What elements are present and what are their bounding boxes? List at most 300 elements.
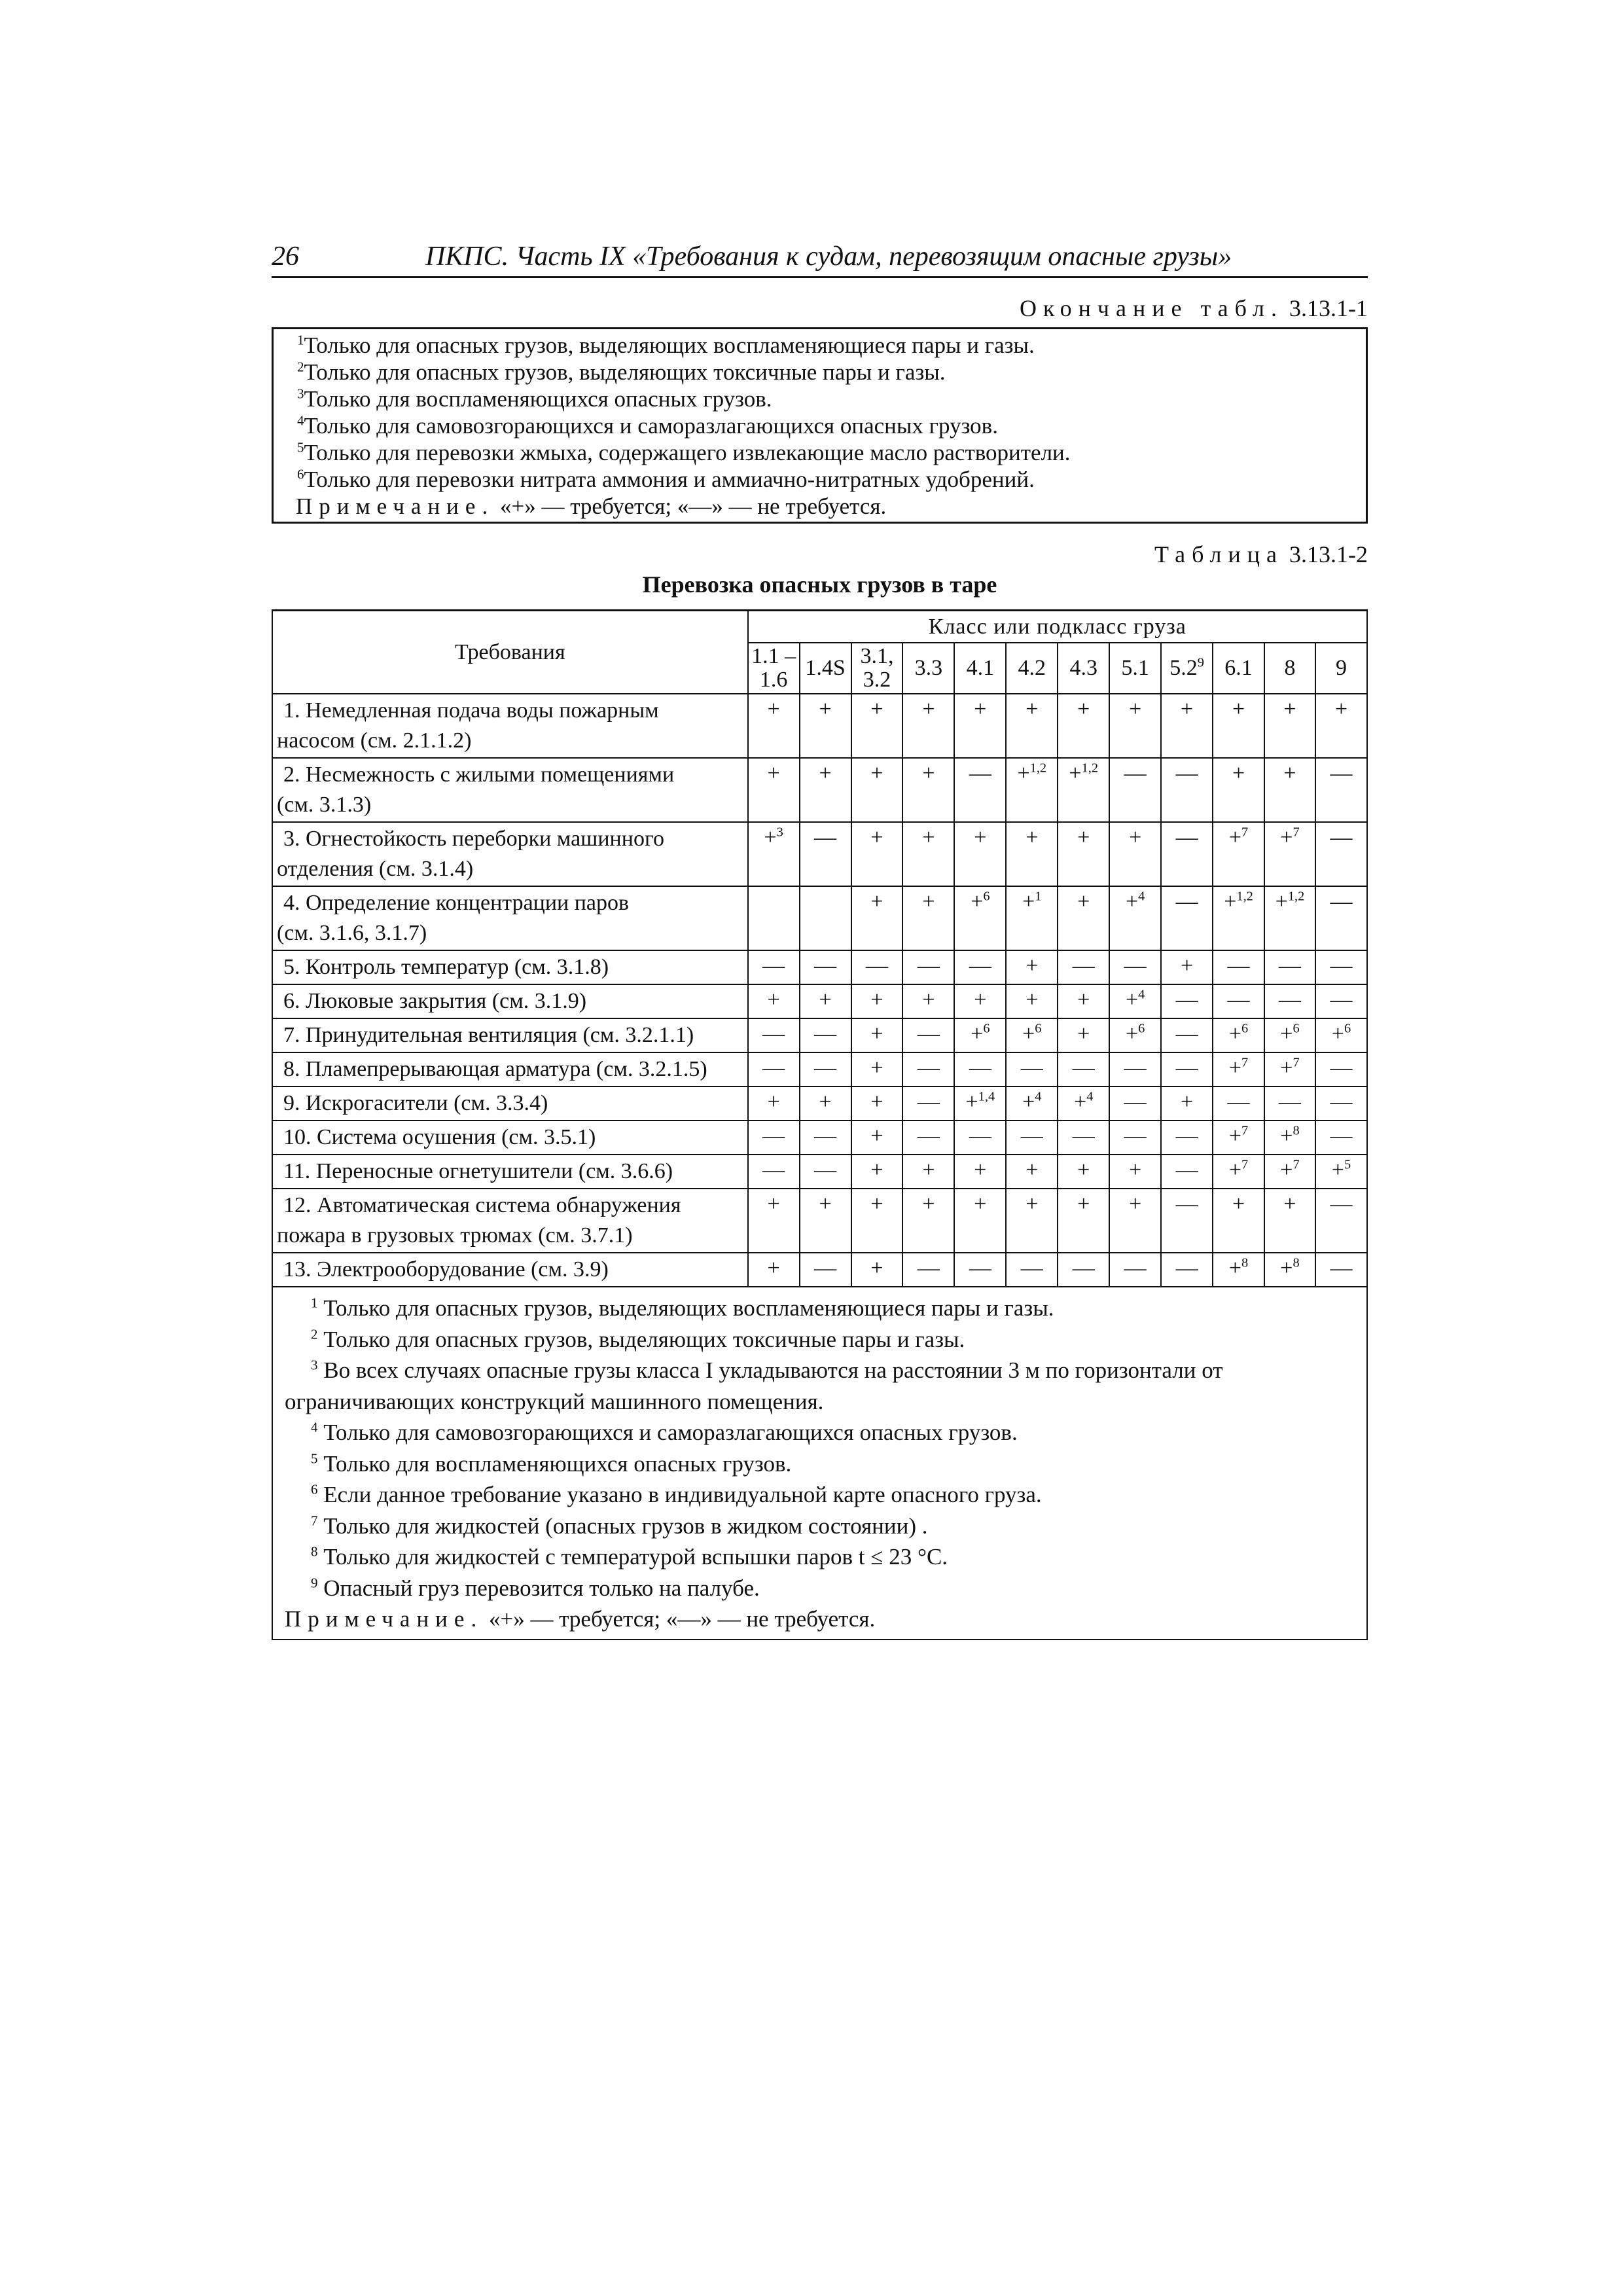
class-code: 1.4S xyxy=(805,656,846,680)
mark-symbol: — xyxy=(1227,1090,1250,1114)
mark-cell xyxy=(1058,694,1109,758)
mark-cell xyxy=(1315,984,1367,1018)
mark-footnote: 6 xyxy=(1293,1021,1300,1036)
mark-cell xyxy=(1213,1086,1264,1121)
mark-cell xyxy=(1058,1155,1109,1189)
mark-cell xyxy=(1109,950,1161,984)
table-row xyxy=(272,1155,1367,1189)
mark-symbol: + xyxy=(1077,697,1090,721)
mark-cell xyxy=(1161,1018,1213,1052)
table-footnote xyxy=(285,1448,1355,1480)
mark-symbol: — xyxy=(1330,1124,1353,1148)
requirement-cell xyxy=(272,1155,748,1189)
previous-note xyxy=(297,439,1353,466)
mark-symbol: + xyxy=(922,697,935,721)
requirement-cell xyxy=(272,1018,748,1052)
requirement-text-cont: насосом (см. 2.1.1.2) xyxy=(277,728,472,753)
mark-symbol: + xyxy=(1275,889,1288,914)
mark-cell xyxy=(851,1018,903,1052)
mark-cell xyxy=(748,1253,800,1287)
running-title: ПКПС. Часть IX «Требования к судам, перевозящим опасные грузы» xyxy=(425,242,1232,272)
mark-symbol: + xyxy=(1129,1192,1142,1216)
mark-symbol: + xyxy=(1331,1158,1344,1182)
mark-symbol: + xyxy=(819,1090,832,1114)
class-code: 3.3 xyxy=(914,656,943,680)
mark-symbol: + xyxy=(767,1090,780,1114)
table-row xyxy=(272,1018,1367,1052)
mark-symbol: + xyxy=(1334,697,1348,721)
page-number: 26 xyxy=(272,242,299,272)
mark-cell xyxy=(748,1121,800,1155)
note-text: Только для опасных грузов, выделяющих воспламеняющиеся пары и газы. xyxy=(304,332,1035,358)
mark-symbol: + xyxy=(974,1158,987,1182)
mark-cell xyxy=(1161,950,1213,984)
continuation-caption xyxy=(272,295,1368,322)
mark-symbol: + xyxy=(1022,889,1035,914)
mark-footnote: 7 xyxy=(1241,1157,1249,1172)
requirement-text: 9. Искрогасители (см. 3.3.4) xyxy=(283,1091,548,1115)
requirement-text: 11. Переносные огнетушители (см. 3.6.6) xyxy=(283,1159,673,1183)
mark-cell xyxy=(1161,886,1213,950)
mark-cell xyxy=(1058,984,1109,1018)
mark-cell xyxy=(1161,1253,1213,1287)
mark-symbol: + xyxy=(1129,1158,1142,1182)
previous-note xyxy=(297,332,1353,359)
mark-cell xyxy=(800,1052,851,1086)
table-footnotes xyxy=(272,1287,1367,1640)
mark-symbol: — xyxy=(1330,1056,1353,1080)
footnote-marker: 1 xyxy=(311,1295,318,1311)
mark-cell xyxy=(1315,1018,1367,1052)
mark-symbol: + xyxy=(870,889,883,914)
mark-cell xyxy=(1264,758,1315,822)
mark-footnote: 3 xyxy=(776,825,783,840)
footnote-text: Только для опасных грузов, выделяющих токсичные пары и газы. xyxy=(323,1326,965,1352)
mark-symbol: + xyxy=(1280,825,1293,850)
mark-cell xyxy=(902,1086,954,1121)
previous-note xyxy=(297,412,1353,439)
mark-cell xyxy=(1109,822,1161,886)
mark-symbol: + xyxy=(1224,889,1237,914)
mark-cell xyxy=(1161,1155,1213,1189)
mark-symbol: + xyxy=(1026,697,1039,721)
mark-symbol: + xyxy=(922,825,935,850)
mark-cell xyxy=(1006,1155,1058,1189)
mark-cell xyxy=(1161,694,1213,758)
class-column-header xyxy=(1058,643,1109,694)
mark-symbol: — xyxy=(917,954,940,978)
mark-symbol: — xyxy=(1124,954,1147,978)
class-code-cont: 1.6 xyxy=(759,668,788,692)
mark-footnote: 1 xyxy=(1035,889,1042,904)
mark-cell xyxy=(1213,984,1264,1018)
mark-cell xyxy=(1315,1189,1367,1253)
mark-cell xyxy=(902,758,954,822)
mark-symbol: + xyxy=(870,988,883,1012)
mark-symbol: — xyxy=(814,1256,837,1280)
mark-symbol: + xyxy=(1077,988,1090,1012)
mark-symbol: + xyxy=(1074,1090,1087,1114)
mark-cell xyxy=(1213,758,1264,822)
requirement-text: 10. Система осушения (см. 3.5.1) xyxy=(283,1125,596,1149)
mark-symbol: — xyxy=(1278,1090,1301,1114)
mark-cell xyxy=(851,984,903,1018)
mark-cell xyxy=(800,984,851,1018)
mark-footnote: 6 xyxy=(1035,1021,1042,1036)
class-code: 3.1, xyxy=(860,644,894,668)
mark-cell xyxy=(1315,1086,1367,1121)
mark-cell xyxy=(954,1121,1006,1155)
mark-cell xyxy=(1006,822,1058,886)
mark-cell xyxy=(1109,984,1161,1018)
mark-footnote: 6 xyxy=(983,889,990,904)
mark-cell xyxy=(1213,1052,1264,1086)
mark-symbol: — xyxy=(1175,1256,1198,1280)
class-code: 4.3 xyxy=(1069,656,1097,680)
requirement-text: 5. Контроль температур (см. 3.1.8) xyxy=(283,955,609,979)
mark-cell xyxy=(748,1189,800,1253)
footnote-text: Только для воспламеняющихся опасных грузов. xyxy=(323,1450,792,1477)
mark-symbol: + xyxy=(1181,1090,1194,1114)
mark-symbol: + xyxy=(1077,889,1090,914)
mark-cell xyxy=(1161,1189,1213,1253)
mark-symbol: — xyxy=(1020,1256,1043,1280)
mark-cell xyxy=(954,950,1006,984)
mark-symbol: + xyxy=(767,1192,780,1216)
mark-cell xyxy=(954,1189,1006,1253)
remark-text: «+» — требуется; «—» — не требуется. xyxy=(499,493,887,519)
mark-symbol: + xyxy=(1280,1056,1293,1080)
mark-symbol: — xyxy=(917,1056,940,1080)
mark-cell xyxy=(748,1052,800,1086)
note-text: Только для самовозгорающихся и саморазлагающихся опасных грузов. xyxy=(304,413,998,439)
mark-symbol: — xyxy=(1020,1056,1043,1080)
footnote-marker: 3 xyxy=(297,386,304,402)
requirement-cell xyxy=(272,1253,748,1287)
mark-cell xyxy=(1315,758,1367,822)
mark-cell xyxy=(748,758,800,822)
requirement-cell xyxy=(272,758,748,822)
table-label: Таблица xyxy=(1154,541,1283,567)
mark-cell xyxy=(748,950,800,984)
mark-cell xyxy=(1315,1253,1367,1287)
mark-symbol: — xyxy=(1072,1056,1095,1080)
mark-symbol: + xyxy=(1022,1022,1035,1046)
requirements-header: Требования xyxy=(272,611,748,694)
mark-symbol: + xyxy=(922,761,935,785)
table-row xyxy=(272,1189,1367,1253)
mark-symbol: — xyxy=(1020,1124,1043,1148)
mark-cell xyxy=(748,984,800,1018)
mark-symbol: — xyxy=(1072,1256,1095,1280)
mark-symbol: — xyxy=(814,825,837,850)
class-code: 5.2 xyxy=(1169,656,1198,680)
requirement-text: 2. Несмежность с жилыми помещениями xyxy=(283,762,675,787)
mark-symbol: + xyxy=(870,1090,883,1114)
mark-cell xyxy=(1109,886,1161,950)
mark-symbol: + xyxy=(1026,988,1039,1012)
mark-symbol: + xyxy=(767,697,780,721)
mark-symbol: — xyxy=(1124,761,1147,785)
previous-note-remark xyxy=(296,493,1353,520)
mark-cell xyxy=(1161,822,1213,886)
mark-cell xyxy=(851,1189,903,1253)
footnote-marker: 1 xyxy=(297,332,304,348)
mark-cell xyxy=(1161,984,1213,1018)
mark-symbol: — xyxy=(1330,988,1353,1012)
class-column-header xyxy=(902,643,954,694)
mark-symbol: — xyxy=(1175,761,1198,785)
table-row xyxy=(272,1253,1367,1287)
mark-cell xyxy=(902,1052,954,1086)
table-footnote xyxy=(285,1417,1355,1448)
mark-cell xyxy=(1315,1155,1367,1189)
requirement-cell xyxy=(272,1189,748,1253)
class-code: 4.2 xyxy=(1018,656,1046,680)
mark-cell xyxy=(748,694,800,758)
requirement-cell xyxy=(272,1121,748,1155)
note-text: Только для опасных грузов, выделяющих токсичные пары и газы. xyxy=(304,359,946,385)
footnote-marker: 5 xyxy=(297,439,304,456)
mark-symbol: — xyxy=(1330,1090,1353,1114)
mark-cell xyxy=(1264,694,1315,758)
mark-symbol: — xyxy=(917,1256,940,1280)
mark-cell xyxy=(1264,886,1315,950)
mark-cell xyxy=(902,822,954,886)
mark-symbol: + xyxy=(1125,988,1139,1012)
mark-symbol: + xyxy=(974,988,987,1012)
table-row xyxy=(272,1086,1367,1121)
mark-cell xyxy=(800,886,851,950)
mark-symbol: + xyxy=(1129,825,1142,850)
requirement-text-cont: (см. 3.1.6, 3.1.7) xyxy=(277,921,427,945)
mark-cell xyxy=(902,694,954,758)
mark-symbol: + xyxy=(1280,1256,1293,1280)
mark-cell xyxy=(851,1086,903,1121)
footnote-marker: 7 xyxy=(311,1512,318,1528)
mark-cell xyxy=(1264,822,1315,886)
note-text: Только для воспламеняющихся опасных грузов. xyxy=(304,386,772,412)
mark-symbol: + xyxy=(974,1192,987,1216)
requirement-text: 12. Автоматическая система обнаружения xyxy=(283,1193,681,1217)
mark-symbol: + xyxy=(1280,1022,1293,1046)
mark-cell xyxy=(1315,950,1367,984)
mark-symbol: + xyxy=(1026,1158,1039,1182)
table-row xyxy=(272,1121,1367,1155)
class-code: 1.1 – xyxy=(751,644,796,668)
table-caption xyxy=(272,541,1368,568)
previous-note xyxy=(297,466,1353,493)
previous-table-notes xyxy=(272,327,1368,524)
mark-cell xyxy=(1161,1086,1213,1121)
class-column-header xyxy=(1161,643,1213,694)
mark-cell xyxy=(1109,1121,1161,1155)
mark-symbol: — xyxy=(814,954,837,978)
mark-footnote: 7 xyxy=(1241,1123,1249,1138)
mark-symbol: — xyxy=(814,1056,837,1080)
mark-symbol: — xyxy=(969,761,991,785)
class-column-header xyxy=(1109,643,1161,694)
mark-cell xyxy=(902,1189,954,1253)
mark-cell xyxy=(748,822,800,886)
table-body xyxy=(272,694,1367,1287)
mark-symbol: — xyxy=(1124,1124,1147,1148)
footnote-text: Только для жидкостей с температурой вспышки паров t ≤ 23 °C. xyxy=(323,1544,948,1570)
mark-symbol: — xyxy=(814,1022,837,1046)
mark-symbol: + xyxy=(1017,761,1030,785)
mark-symbol: + xyxy=(1228,1056,1242,1080)
mark-cell xyxy=(800,950,851,984)
mark-cell xyxy=(1058,758,1109,822)
mark-symbol: — xyxy=(1278,954,1301,978)
mark-symbol: + xyxy=(1331,1022,1344,1046)
mark-cell xyxy=(851,950,903,984)
mark-symbol: — xyxy=(917,1124,940,1148)
mark-cell xyxy=(1006,1052,1058,1086)
mark-symbol: — xyxy=(1124,1090,1147,1114)
class-footnote-marker: 9 xyxy=(1197,655,1204,670)
mark-cell xyxy=(800,758,851,822)
previous-notes-list xyxy=(297,332,1353,493)
mark-cell xyxy=(851,758,903,822)
mark-symbol: — xyxy=(1175,889,1198,914)
class-column-header xyxy=(800,643,851,694)
mark-symbol: + xyxy=(1280,1158,1293,1182)
mark-symbol: + xyxy=(870,1022,883,1046)
table-row xyxy=(272,950,1367,984)
table-row xyxy=(272,758,1367,822)
mark-cell xyxy=(954,822,1006,886)
table-footnote xyxy=(285,1573,1355,1604)
mark-symbol: + xyxy=(1283,761,1296,785)
mark-cell xyxy=(954,1086,1006,1121)
mark-symbol: + xyxy=(922,988,935,1012)
requirement-cell xyxy=(272,1086,748,1121)
mark-symbol: — xyxy=(969,1124,991,1148)
mark-symbol: + xyxy=(1181,697,1194,721)
mark-symbol: + xyxy=(1228,1256,1242,1280)
requirements-table xyxy=(272,609,1368,1640)
footnote-marker: 8 xyxy=(311,1543,318,1560)
previous-note xyxy=(297,359,1353,386)
mark-symbol: + xyxy=(1232,697,1245,721)
mark-footnote: 4 xyxy=(1138,987,1145,1002)
mark-cell xyxy=(1058,886,1109,950)
mark-footnote: 4 xyxy=(1138,889,1145,904)
mark-cell xyxy=(1264,1018,1315,1052)
footnote-marker: 6 xyxy=(297,466,304,482)
mark-symbol: — xyxy=(1330,954,1353,978)
class-code: 4.1 xyxy=(966,656,995,680)
requirement-cell xyxy=(272,950,748,984)
note-text: Только для перевозки нитрата аммония и аммиачно-нитратных удобрений. xyxy=(304,467,1035,492)
mark-symbol: + xyxy=(1022,1090,1035,1114)
requirement-cell xyxy=(272,1052,748,1086)
mark-cell xyxy=(1264,1121,1315,1155)
mark-symbol: + xyxy=(1077,1192,1090,1216)
mark-cell xyxy=(1058,1086,1109,1121)
class-column-header xyxy=(1264,643,1315,694)
mark-cell xyxy=(1109,1253,1161,1287)
mark-cell xyxy=(902,886,954,950)
mark-footnote: 1,2 xyxy=(1029,761,1047,776)
mark-symbol: + xyxy=(1026,1192,1039,1216)
footnote-text: Опасный груз перевозится только на палубе. xyxy=(323,1575,760,1601)
footnote-marker: 4 xyxy=(311,1419,318,1435)
mark-cell xyxy=(1315,822,1367,886)
mark-cell xyxy=(851,886,903,950)
mark-footnote: 7 xyxy=(1241,1055,1249,1070)
mark-symbol: + xyxy=(1232,761,1245,785)
mark-cell xyxy=(902,1018,954,1052)
mark-cell xyxy=(1161,758,1213,822)
mark-symbol: + xyxy=(767,1256,780,1280)
mark-cell xyxy=(1315,886,1367,950)
mark-cell xyxy=(1109,694,1161,758)
mark-symbol: — xyxy=(917,1090,940,1114)
mark-symbol: — xyxy=(865,954,888,978)
requirement-text: 6. Люковые закрытия (см. 3.1.9) xyxy=(283,989,587,1013)
mark-cell xyxy=(1315,1121,1367,1155)
mark-symbol: + xyxy=(1026,825,1039,850)
mark-symbol: — xyxy=(1072,1124,1095,1148)
requirement-text: 1. Немедленная подача воды пожарным xyxy=(283,698,659,723)
mark-footnote: 8 xyxy=(1241,1255,1249,1270)
mark-symbol: — xyxy=(1330,1192,1353,1216)
mark-symbol: + xyxy=(1228,1158,1242,1182)
mark-symbol: + xyxy=(1125,889,1139,914)
mark-footnote: 7 xyxy=(1293,1157,1300,1172)
mark-footnote: 7 xyxy=(1293,825,1300,840)
mark-symbol: + xyxy=(1129,697,1142,721)
mark-cell xyxy=(748,886,800,950)
mark-symbol: + xyxy=(767,988,780,1012)
mark-cell xyxy=(954,758,1006,822)
mark-cell xyxy=(1264,1189,1315,1253)
mark-symbol: — xyxy=(1330,889,1353,914)
mark-cell xyxy=(800,1189,851,1253)
mark-symbol: + xyxy=(1228,825,1242,850)
mark-cell xyxy=(1315,1052,1367,1086)
mark-symbol: + xyxy=(971,889,984,914)
footnote-text: Только для опасных грузов, выделяющих воспламеняющиеся пары и газы. xyxy=(323,1295,1054,1321)
mark-cell xyxy=(1213,1121,1264,1155)
mark-symbol: + xyxy=(870,1124,883,1148)
footnote-marker: 4 xyxy=(297,412,304,429)
mark-cell xyxy=(1213,886,1264,950)
mark-symbol: — xyxy=(1227,988,1250,1012)
mark-symbol: + xyxy=(819,1192,832,1216)
mark-cell xyxy=(851,1052,903,1086)
mark-symbol: — xyxy=(1072,954,1095,978)
mark-cell xyxy=(800,1018,851,1052)
mark-cell xyxy=(954,1018,1006,1052)
mark-symbol: + xyxy=(764,825,777,850)
mark-symbol: — xyxy=(1330,1256,1353,1280)
table-footnote xyxy=(285,1511,1355,1542)
mark-cell xyxy=(954,694,1006,758)
mark-cell xyxy=(902,1253,954,1287)
mark-cell xyxy=(1213,694,1264,758)
mark-symbol: — xyxy=(762,1158,785,1182)
mark-cell xyxy=(851,822,903,886)
requirement-text-cont: отделения (см. 3.1.4) xyxy=(277,857,474,881)
mark-cell xyxy=(800,1253,851,1287)
mark-symbol: + xyxy=(1232,1192,1245,1216)
table-remark-label: Примечание. xyxy=(285,1606,484,1632)
mark-symbol: + xyxy=(767,761,780,785)
mark-symbol: — xyxy=(1175,1124,1198,1148)
